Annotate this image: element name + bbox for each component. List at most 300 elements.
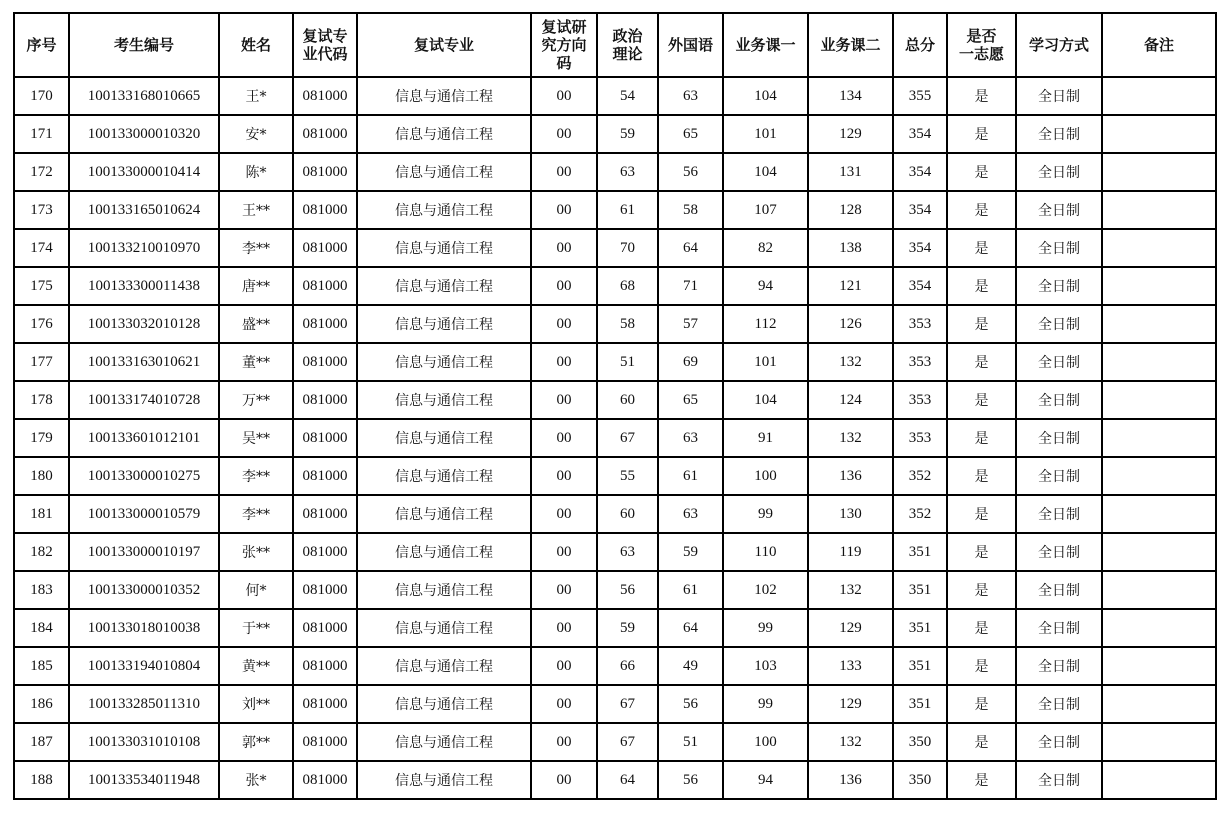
cell-subject-one-score: 104 [723, 153, 808, 191]
cell-first-choice: 是 [947, 229, 1016, 267]
cell-subject-two-score: 132 [808, 571, 893, 609]
cell-major: 信息与通信工程 [357, 571, 531, 609]
header-label: 业务课二 [820, 36, 881, 54]
cell-serial-no: 186 [14, 685, 69, 723]
cell-candidate-id: 100133018010038 [69, 609, 219, 647]
cell-research-direction-code: 00 [531, 419, 597, 457]
cell-total-score: 353 [893, 381, 947, 419]
cell-major: 信息与通信工程 [357, 723, 531, 761]
cell-study-mode: 全日制 [1016, 685, 1102, 723]
cell-foreign-language-score: 56 [658, 153, 723, 191]
header-name [219, 13, 293, 77]
cell-first-choice: 是 [947, 723, 1016, 761]
cell-remarks [1102, 457, 1216, 495]
cell-subject-one-score: 82 [723, 229, 808, 267]
cell-major-code: 081000 [293, 267, 357, 305]
cell-subject-one-score: 107 [723, 191, 808, 229]
cell-subject-one-score: 99 [723, 609, 808, 647]
cell-serial-no: 188 [14, 761, 69, 799]
cell-candidate-id: 100133210010970 [69, 229, 219, 267]
header-label: 学习方式 [1028, 36, 1089, 54]
cell-subject-one-score: 112 [723, 305, 808, 343]
cell-major: 信息与通信工程 [357, 685, 531, 723]
cell-major-code: 081000 [293, 685, 357, 723]
cell-major-code: 081000 [293, 381, 357, 419]
header-label: 理论 [612, 45, 643, 63]
cell-major: 信息与通信工程 [357, 229, 531, 267]
header-remarks [1102, 13, 1216, 77]
cell-study-mode: 全日制 [1016, 761, 1102, 799]
cell-name: 何* [219, 571, 293, 609]
cell-serial-no: 179 [14, 419, 69, 457]
table-row [14, 457, 1216, 495]
table-row [14, 305, 1216, 343]
cell-name: 黄** [219, 647, 293, 685]
header-label: 政治 [612, 27, 643, 45]
cell-first-choice: 是 [947, 77, 1016, 115]
table-row [14, 495, 1216, 533]
cell-name: 王* [219, 77, 293, 115]
cell-subject-two-score: 129 [808, 685, 893, 723]
table-row [14, 229, 1216, 267]
cell-subject-two-score: 132 [808, 419, 893, 457]
cell-research-direction-code: 00 [531, 723, 597, 761]
cell-remarks [1102, 647, 1216, 685]
cell-major: 信息与通信工程 [357, 381, 531, 419]
cell-major: 信息与通信工程 [357, 761, 531, 799]
cell-subject-one-score: 110 [723, 533, 808, 571]
cell-research-direction-code: 00 [531, 533, 597, 571]
cell-major-code: 081000 [293, 77, 357, 115]
cell-major-code: 081000 [293, 305, 357, 343]
cell-remarks [1102, 343, 1216, 381]
cell-foreign-language-score: 51 [658, 723, 723, 761]
cell-foreign-language-score: 57 [658, 305, 723, 343]
header-label: 复试专 [302, 27, 348, 45]
cell-first-choice: 是 [947, 685, 1016, 723]
cell-study-mode: 全日制 [1016, 343, 1102, 381]
cell-name: 张* [219, 761, 293, 799]
cell-study-mode: 全日制 [1016, 153, 1102, 191]
header-label: 考生编号 [113, 36, 174, 54]
cell-study-mode: 全日制 [1016, 267, 1102, 305]
cell-foreign-language-score: 65 [658, 381, 723, 419]
header-total-score [893, 13, 947, 77]
cell-name: 陈* [219, 153, 293, 191]
cell-study-mode: 全日制 [1016, 305, 1102, 343]
cell-subject-two-score: 138 [808, 229, 893, 267]
cell-name: 郭** [219, 723, 293, 761]
cell-foreign-language-score: 61 [658, 457, 723, 495]
cell-subject-two-score: 131 [808, 153, 893, 191]
cell-major: 信息与通信工程 [357, 457, 531, 495]
cell-research-direction-code: 00 [531, 77, 597, 115]
cell-study-mode: 全日制 [1016, 229, 1102, 267]
cell-major: 信息与通信工程 [357, 647, 531, 685]
cell-total-score: 354 [893, 191, 947, 229]
cell-first-choice: 是 [947, 267, 1016, 305]
cell-research-direction-code: 00 [531, 343, 597, 381]
cell-candidate-id: 100133168010665 [69, 77, 219, 115]
cell-remarks [1102, 533, 1216, 571]
cell-first-choice: 是 [947, 533, 1016, 571]
cell-foreign-language-score: 63 [658, 419, 723, 457]
cell-candidate-id: 100133000010414 [69, 153, 219, 191]
cell-foreign-language-score: 69 [658, 343, 723, 381]
cell-subject-two-score: 134 [808, 77, 893, 115]
cell-major-code: 081000 [293, 457, 357, 495]
cell-research-direction-code: 00 [531, 305, 597, 343]
cell-foreign-language-score: 61 [658, 571, 723, 609]
cell-subject-one-score: 100 [723, 723, 808, 761]
header-major [357, 13, 531, 77]
cell-major-code: 081000 [293, 761, 357, 799]
table-row [14, 381, 1216, 419]
cell-total-score: 351 [893, 647, 947, 685]
table-row [14, 533, 1216, 571]
header-candidate-id [69, 13, 219, 77]
cell-subject-one-score: 104 [723, 381, 808, 419]
cell-foreign-language-score: 56 [658, 685, 723, 723]
cell-name: 万** [219, 381, 293, 419]
header-research-direction-code [531, 13, 597, 77]
cell-foreign-language-score: 63 [658, 495, 723, 533]
cell-major: 信息与通信工程 [357, 419, 531, 457]
cell-serial-no: 185 [14, 647, 69, 685]
cell-candidate-id: 100133000010352 [69, 571, 219, 609]
header-label: 一志愿 [958, 45, 1004, 63]
cell-candidate-id: 100133000010579 [69, 495, 219, 533]
header-first-choice [947, 13, 1016, 77]
cell-foreign-language-score: 65 [658, 115, 723, 153]
header-subject-two-score [808, 13, 893, 77]
admission-score-table [13, 12, 1217, 800]
cell-name: 王** [219, 191, 293, 229]
cell-remarks [1102, 723, 1216, 761]
cell-first-choice: 是 [947, 647, 1016, 685]
cell-remarks [1102, 419, 1216, 457]
cell-study-mode: 全日制 [1016, 609, 1102, 647]
cell-subject-two-score: 119 [808, 533, 893, 571]
cell-candidate-id: 100133285011310 [69, 685, 219, 723]
cell-research-direction-code: 00 [531, 191, 597, 229]
cell-serial-no: 172 [14, 153, 69, 191]
cell-study-mode: 全日制 [1016, 647, 1102, 685]
cell-first-choice: 是 [947, 419, 1016, 457]
cell-remarks [1102, 685, 1216, 723]
cell-total-score: 353 [893, 305, 947, 343]
cell-politics-score: 54 [597, 77, 658, 115]
cell-candidate-id: 100133000010275 [69, 457, 219, 495]
cell-study-mode: 全日制 [1016, 571, 1102, 609]
cell-politics-score: 67 [597, 685, 658, 723]
table-row [14, 647, 1216, 685]
cell-major-code: 081000 [293, 191, 357, 229]
cell-serial-no: 181 [14, 495, 69, 533]
header-label: 备注 [1143, 36, 1174, 54]
cell-remarks [1102, 191, 1216, 229]
cell-total-score: 353 [893, 419, 947, 457]
cell-major-code: 081000 [293, 609, 357, 647]
cell-research-direction-code: 00 [531, 647, 597, 685]
cell-major: 信息与通信工程 [357, 191, 531, 229]
cell-name: 安* [219, 115, 293, 153]
cell-total-score: 354 [893, 267, 947, 305]
cell-total-score: 352 [893, 457, 947, 495]
cell-study-mode: 全日制 [1016, 115, 1102, 153]
header-label: 外国语 [667, 36, 713, 54]
cell-study-mode: 全日制 [1016, 419, 1102, 457]
cell-subject-two-score: 132 [808, 723, 893, 761]
cell-first-choice: 是 [947, 115, 1016, 153]
cell-candidate-id: 100133031010108 [69, 723, 219, 761]
cell-candidate-id: 100133174010728 [69, 381, 219, 419]
cell-major-code: 081000 [293, 153, 357, 191]
cell-study-mode: 全日制 [1016, 457, 1102, 495]
cell-first-choice: 是 [947, 609, 1016, 647]
header-label: 复试专业 [413, 36, 474, 54]
cell-politics-score: 63 [597, 533, 658, 571]
cell-subject-one-score: 101 [723, 343, 808, 381]
cell-remarks [1102, 115, 1216, 153]
cell-serial-no: 183 [14, 571, 69, 609]
cell-candidate-id: 100133300011438 [69, 267, 219, 305]
header-subject-one-score [723, 13, 808, 77]
header-label: 总分 [904, 36, 935, 54]
header-label: 究方向 [541, 36, 587, 54]
cell-subject-two-score: 129 [808, 609, 893, 647]
cell-candidate-id: 100133194010804 [69, 647, 219, 685]
cell-major-code: 081000 [293, 115, 357, 153]
table-row [14, 723, 1216, 761]
cell-subject-one-score: 91 [723, 419, 808, 457]
cell-subject-one-score: 101 [723, 115, 808, 153]
header-label: 业务课一 [735, 36, 796, 54]
cell-name: 于** [219, 609, 293, 647]
cell-total-score: 350 [893, 723, 947, 761]
cell-total-score: 351 [893, 533, 947, 571]
cell-subject-one-score: 99 [723, 495, 808, 533]
table-row [14, 761, 1216, 799]
cell-foreign-language-score: 64 [658, 229, 723, 267]
cell-subject-two-score: 130 [808, 495, 893, 533]
cell-politics-score: 51 [597, 343, 658, 381]
cell-subject-one-score: 100 [723, 457, 808, 495]
cell-total-score: 354 [893, 153, 947, 191]
header-serial-no [14, 13, 69, 77]
header-label: 序号 [26, 36, 57, 54]
table-body [14, 77, 1216, 799]
header-major-code [293, 13, 357, 77]
cell-foreign-language-score: 64 [658, 609, 723, 647]
cell-research-direction-code: 00 [531, 571, 597, 609]
cell-politics-score: 64 [597, 761, 658, 799]
cell-serial-no: 173 [14, 191, 69, 229]
cell-remarks [1102, 571, 1216, 609]
cell-major-code: 081000 [293, 229, 357, 267]
cell-politics-score: 56 [597, 571, 658, 609]
table-header-row [14, 13, 1216, 77]
cell-subject-two-score: 136 [808, 761, 893, 799]
cell-politics-score: 66 [597, 647, 658, 685]
cell-remarks [1102, 761, 1216, 799]
cell-name: 刘** [219, 685, 293, 723]
cell-first-choice: 是 [947, 305, 1016, 343]
cell-major-code: 081000 [293, 343, 357, 381]
cell-research-direction-code: 00 [531, 381, 597, 419]
cell-foreign-language-score: 56 [658, 761, 723, 799]
cell-study-mode: 全日制 [1016, 77, 1102, 115]
cell-politics-score: 58 [597, 305, 658, 343]
cell-serial-no: 176 [14, 305, 69, 343]
header-politics-score [597, 13, 658, 77]
cell-study-mode: 全日制 [1016, 723, 1102, 761]
cell-politics-score: 67 [597, 419, 658, 457]
table-row [14, 267, 1216, 305]
cell-subject-two-score: 132 [808, 343, 893, 381]
cell-serial-no: 178 [14, 381, 69, 419]
table-row [14, 77, 1216, 115]
cell-major: 信息与通信工程 [357, 153, 531, 191]
table-row [14, 115, 1216, 153]
cell-politics-score: 68 [597, 267, 658, 305]
cell-subject-two-score: 128 [808, 191, 893, 229]
table-row [14, 153, 1216, 191]
table-row [14, 419, 1216, 457]
cell-name: 董** [219, 343, 293, 381]
cell-foreign-language-score: 59 [658, 533, 723, 571]
cell-serial-no: 174 [14, 229, 69, 267]
cell-research-direction-code: 00 [531, 229, 597, 267]
cell-subject-two-score: 133 [808, 647, 893, 685]
cell-total-score: 351 [893, 609, 947, 647]
cell-remarks [1102, 77, 1216, 115]
cell-name: 唐** [219, 267, 293, 305]
cell-serial-no: 171 [14, 115, 69, 153]
cell-serial-no: 184 [14, 609, 69, 647]
header-study-mode [1016, 13, 1102, 77]
cell-research-direction-code: 00 [531, 609, 597, 647]
cell-study-mode: 全日制 [1016, 495, 1102, 533]
cell-major: 信息与通信工程 [357, 533, 531, 571]
cell-major: 信息与通信工程 [357, 495, 531, 533]
cell-research-direction-code: 00 [531, 685, 597, 723]
cell-subject-two-score: 121 [808, 267, 893, 305]
cell-research-direction-code: 00 [531, 761, 597, 799]
cell-candidate-id: 100133165010624 [69, 191, 219, 229]
cell-subject-two-score: 124 [808, 381, 893, 419]
cell-research-direction-code: 00 [531, 153, 597, 191]
cell-candidate-id: 100133163010621 [69, 343, 219, 381]
header-label: 业代码 [302, 45, 348, 63]
cell-subject-one-score: 102 [723, 571, 808, 609]
cell-study-mode: 全日制 [1016, 381, 1102, 419]
cell-candidate-id: 100133601012101 [69, 419, 219, 457]
cell-subject-one-score: 94 [723, 761, 808, 799]
cell-candidate-id: 100133032010128 [69, 305, 219, 343]
header-label: 是否 [966, 27, 997, 45]
cell-foreign-language-score: 58 [658, 191, 723, 229]
cell-first-choice: 是 [947, 381, 1016, 419]
cell-total-score: 354 [893, 229, 947, 267]
cell-remarks [1102, 609, 1216, 647]
cell-total-score: 350 [893, 761, 947, 799]
cell-remarks [1102, 153, 1216, 191]
header-foreign-language-score [658, 13, 723, 77]
cell-politics-score: 59 [597, 115, 658, 153]
cell-subject-one-score: 94 [723, 267, 808, 305]
cell-politics-score: 60 [597, 381, 658, 419]
cell-subject-one-score: 104 [723, 77, 808, 115]
cell-politics-score: 60 [597, 495, 658, 533]
cell-major-code: 081000 [293, 533, 357, 571]
cell-serial-no: 177 [14, 343, 69, 381]
cell-politics-score: 59 [597, 609, 658, 647]
cell-politics-score: 67 [597, 723, 658, 761]
cell-subject-two-score: 136 [808, 457, 893, 495]
cell-serial-no: 180 [14, 457, 69, 495]
cell-major: 信息与通信工程 [357, 77, 531, 115]
cell-subject-one-score: 103 [723, 647, 808, 685]
cell-foreign-language-score: 63 [658, 77, 723, 115]
header-label: 姓名 [240, 36, 271, 54]
cell-subject-one-score: 99 [723, 685, 808, 723]
cell-foreign-language-score: 49 [658, 647, 723, 685]
cell-total-score: 353 [893, 343, 947, 381]
cell-major: 信息与通信工程 [357, 343, 531, 381]
cell-first-choice: 是 [947, 457, 1016, 495]
cell-remarks [1102, 381, 1216, 419]
table-row [14, 343, 1216, 381]
cell-serial-no: 187 [14, 723, 69, 761]
table-row [14, 685, 1216, 723]
header-label: 复试研 [541, 18, 587, 36]
cell-serial-no: 175 [14, 267, 69, 305]
cell-name: 盛** [219, 305, 293, 343]
cell-name: 李** [219, 457, 293, 495]
cell-politics-score: 70 [597, 229, 658, 267]
cell-remarks [1102, 305, 1216, 343]
table-row [14, 571, 1216, 609]
cell-major-code: 081000 [293, 571, 357, 609]
cell-total-score: 355 [893, 77, 947, 115]
cell-study-mode: 全日制 [1016, 533, 1102, 571]
cell-first-choice: 是 [947, 343, 1016, 381]
cell-politics-score: 55 [597, 457, 658, 495]
cell-politics-score: 61 [597, 191, 658, 229]
cell-remarks [1102, 229, 1216, 267]
cell-major: 信息与通信工程 [357, 267, 531, 305]
cell-first-choice: 是 [947, 191, 1016, 229]
cell-name: 张** [219, 533, 293, 571]
cell-total-score: 351 [893, 685, 947, 723]
cell-first-choice: 是 [947, 153, 1016, 191]
cell-candidate-id: 100133000010197 [69, 533, 219, 571]
cell-first-choice: 是 [947, 495, 1016, 533]
cell-subject-two-score: 129 [808, 115, 893, 153]
header-label: 码 [556, 54, 572, 72]
cell-candidate-id: 100133000010320 [69, 115, 219, 153]
cell-serial-no: 182 [14, 533, 69, 571]
cell-first-choice: 是 [947, 571, 1016, 609]
cell-major-code: 081000 [293, 419, 357, 457]
cell-research-direction-code: 00 [531, 495, 597, 533]
cell-major: 信息与通信工程 [357, 305, 531, 343]
cell-major-code: 081000 [293, 647, 357, 685]
cell-politics-score: 63 [597, 153, 658, 191]
cell-name: 李** [219, 495, 293, 533]
cell-candidate-id: 100133534011948 [69, 761, 219, 799]
